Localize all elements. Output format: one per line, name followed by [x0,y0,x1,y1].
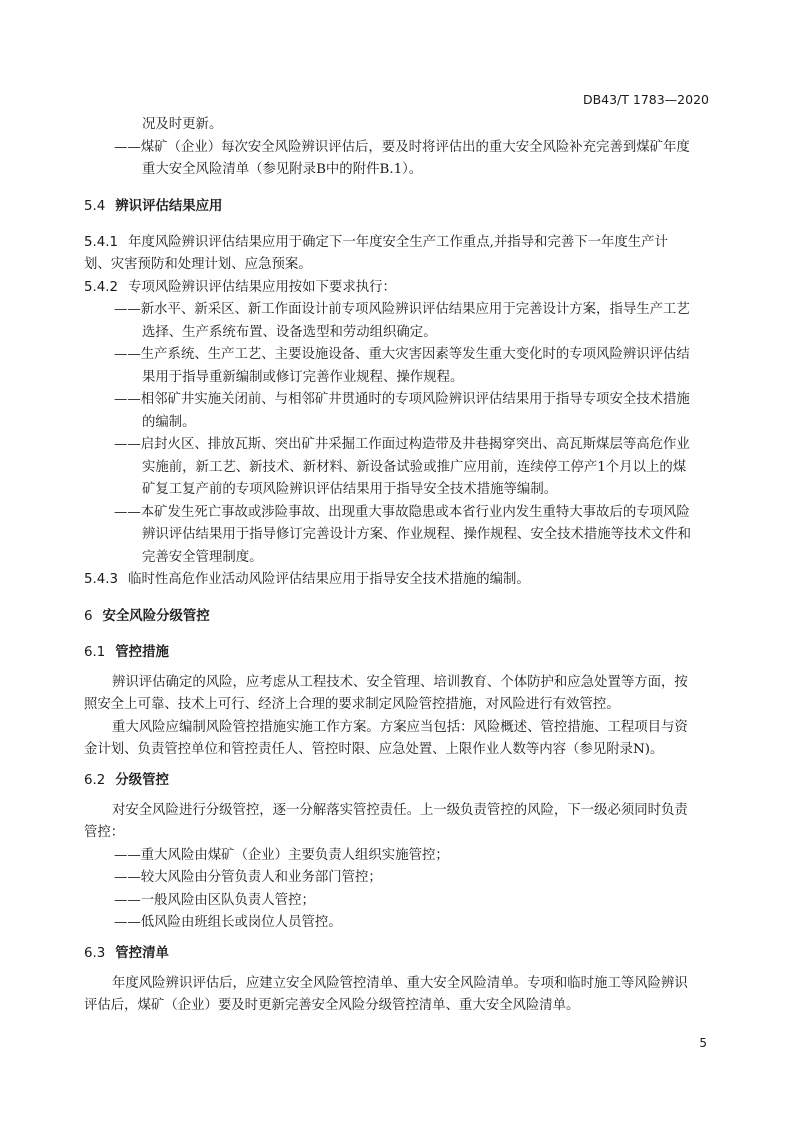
body-text: 重大安全风险清单（参见附录B中的附件B.1）。 [142,162,423,177]
paragraph: 辨识评估确定的风险，应考虑从工程技术、安全管理、培训教育、个体防护和应急处置等方面，按 [112,674,688,690]
page-content [84,114,712,1018]
list-item: ——新水平、新采区、新工作面设计前专项风险辨识评估结果应用于完善设计方案，指导生产工艺 [114,302,690,317]
list-item: ——启封火区、排放瓦斯、突出矿井采掘工作面过构造带及井巷揭穿突出、高瓦斯煤层等高危作业 [114,437,690,452]
paragraph-continuation: 管控： [84,825,125,840]
section-heading-6-3 [84,943,712,965]
list-item: ——低风险由班组长或岗位人员管控。 [114,915,342,930]
clause-text: 年度风险辨识评估结果应用于确定下一年度安全生产工作重点,并指导和完善下一年度生产计 [128,234,668,250]
body-text: 况及时更新。 [142,117,223,132]
section-number: 6.1 [84,644,106,660]
section-heading-5-4 [84,196,712,218]
section-number: 6.3 [84,945,106,961]
list-item-continuation: 实施前，新工艺、新技术、新材料、新设备试验或推广应用前，连续停工停产1个月以上的煤 [142,459,687,475]
list-item: ——相邻矿井实施关闭前、与相邻矿井贯通时的专项风险辨识评估结果用于指导专项安全技术措施 [114,392,690,407]
list-item-continuation: 矿复工复产前的专项风险辨识评估结果用于指导安全技术措施等编制。 [142,482,558,497]
list-item: ——煤矿（企业）每次安全风险辨识评估后，要及时将评估出的重大安全风险补充完善到煤矿年度 [114,139,690,155]
list-item-continuation: 果用于指导重新编制或修订完善作业规程、操作规程。 [142,369,464,385]
body-text: 划、灾害预防和处理计划、应急预案。 [84,257,312,272]
section-heading-6-2 [84,770,712,792]
paragraph-continuation: 金计划、负责管控单位和管控责任人、管控时限、应急处置、上限作业人数等内容（参见附录N)。 [84,742,664,757]
paragraph-continuation: 照安全上可靠、技术上可行、经济上合理的要求制定风险管控措施，对风险进行有效管控。 [84,697,620,712]
paragraph: 重大风险应编制风险管控措施实施工作方案。方案应当包括：风险概述、管控措施、工程项目与资 [112,719,688,735]
paragraph: 年度风险辨识评估后，应建立安全风险管控清单、重大安全风险清单。专项和临时施工等风险辨识 [112,975,688,991]
section-title: 安全风险分级管控 [102,608,210,624]
clause-5-4-3 [84,569,712,592]
section-heading-6-1 [84,642,712,664]
paragraph-continuation: 评估后，煤矿（企业）要及时更新完善安全风险分级管控清单、重大安全风险清单。 [84,998,580,1013]
clause-text: 专项风险辨识评估结果应用按如下要求执行： [128,279,396,295]
list-item: ——本矿发生死亡事故或涉险事故、出现重大事故隐患或本省行业内发生重特大事故后的专项风险 [114,504,690,520]
list-item-continuation: 的编制。 [142,414,196,430]
list-item-continuation: 选择、生产系统布置、设备选型和劳动组织确定。 [142,324,437,340]
list-item: ——生产系统、生产工艺、主要设施设备、重大灾害因素等发生重大变化时的专项风险辨识评估结 [114,347,690,362]
section-number: 6.2 [84,772,106,788]
document-code: DB43/T 1783—2020 [582,92,709,107]
list-item-continuation: 辨识评估结果用于指导修订完善设计方案、作业规程、操作规程、安全技术措施等技术文件和 [142,527,692,542]
list-item: ——较大风险由分管负责人和业务部门管控； [114,870,382,885]
clause-number: 5.4.2 [84,279,119,295]
section-title: 管控措施 [115,644,169,660]
section-title: 辨识评估结果应用 [115,198,223,214]
clause-text: 临时性高危作业活动风险评估结果应用于指导安全技术措施的编制。 [128,572,530,587]
section-heading-6 [84,606,712,628]
clause-5-4-1 [84,232,712,255]
list-item: ——重大风险由煤矿（企业）主要负责人组织实施管控； [114,847,449,863]
list-item-continuation: 完善安全管理制度。 [142,549,263,565]
section-title: 分级管控 [115,772,169,788]
section-number: 5.4 [84,198,106,214]
section-number: 6 [84,608,93,624]
list-item: ——一般风险由区队负责人管控； [114,892,315,908]
clause-number: 5.4.3 [84,572,119,587]
section-title: 管控清单 [115,945,169,961]
clause-5-4-2 [84,277,712,300]
page-number: 5 [699,1036,707,1050]
paragraph: 对安全风险进行分级管控，逐一分解落实管控责任。上一级负责管控的风险，下一级必须同时负责 [112,802,688,818]
clause-number: 5.4.1 [84,234,119,250]
